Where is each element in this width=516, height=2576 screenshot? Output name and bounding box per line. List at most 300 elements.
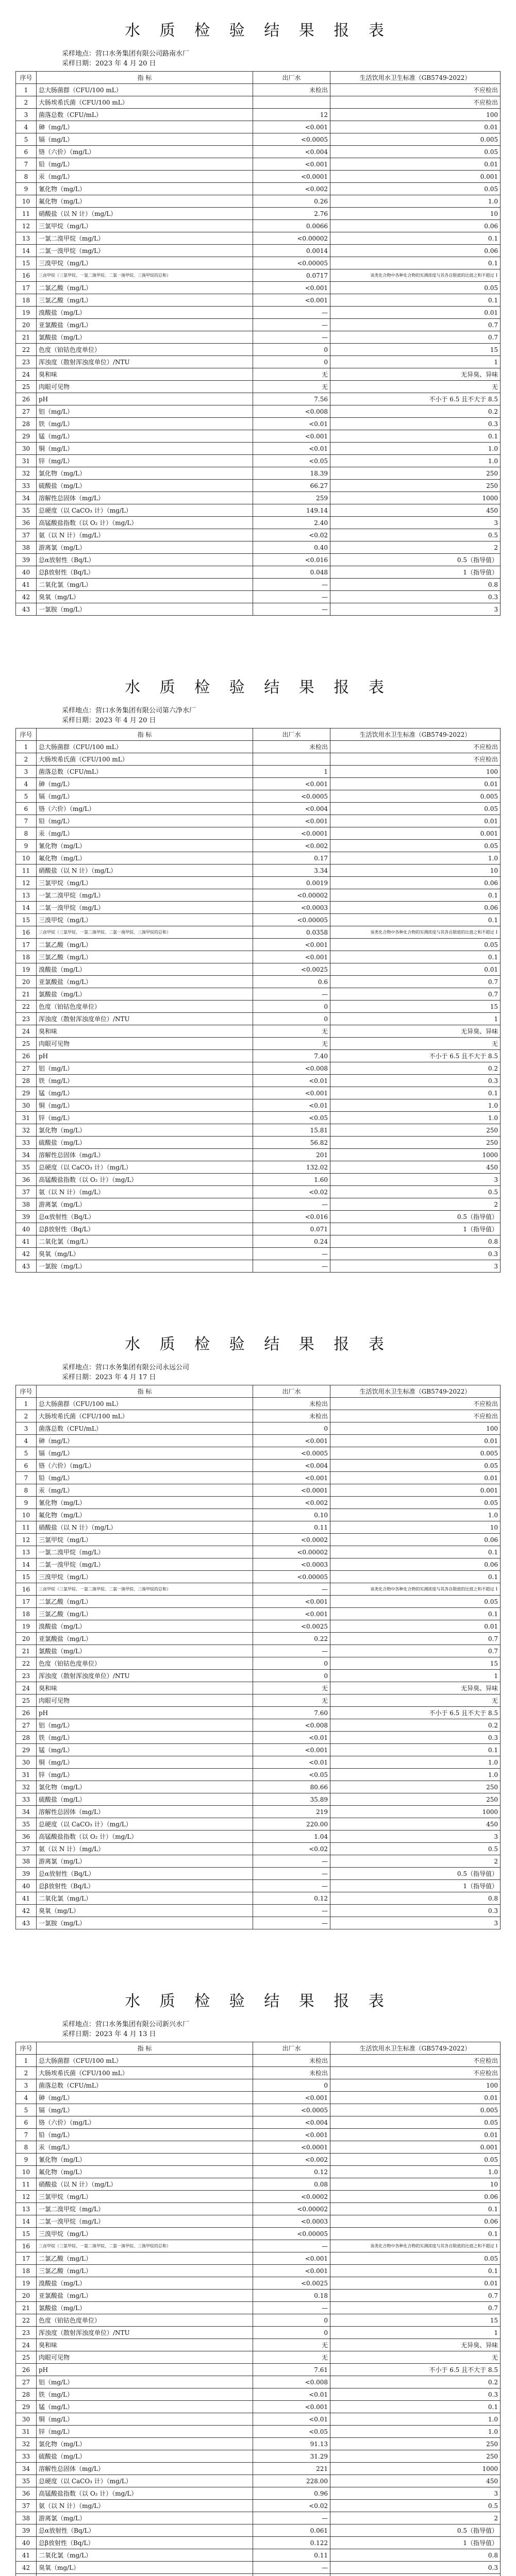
table-row — [16, 2166, 501, 2178]
cell-indicator: 三溴甲烷（mg/L） — [37, 257, 253, 269]
cell-serial-no: 20 — [16, 976, 37, 988]
cell-standard-limit: 0.1 — [330, 1546, 501, 1558]
cell-plant-value: — — [253, 2562, 330, 2574]
cell-indicator: 大肠埃希氏菌（CFU/100 mL） — [37, 96, 253, 109]
cell-standard-limit: 1.0 — [330, 2166, 501, 2178]
table-row — [16, 368, 501, 381]
cell-plant-value: <0.01 — [253, 1756, 330, 1769]
cell-plant-value: <0.01 — [253, 1075, 330, 1087]
cell-plant-value: — — [253, 1880, 330, 1892]
table-row — [16, 1905, 501, 1917]
cell-plant-value: <0.001 — [253, 2252, 330, 2265]
results-table — [15, 1385, 501, 1929]
table-row — [16, 1112, 501, 1124]
cell-plant-value: 7.60 — [253, 1707, 330, 1719]
cell-standard-limit: 1000 — [330, 1806, 501, 1818]
cell-plant-value: <0.0005 — [253, 790, 330, 803]
cell-standard-limit: 无异臭、异味 — [330, 2339, 501, 2351]
cell-standard-limit: 15 — [330, 1001, 501, 1013]
cell-indicator: 浑浊度（散射浑浊度单位）/NTU — [37, 1670, 253, 1682]
table-row — [16, 96, 501, 109]
cell-plant-value: — — [253, 1868, 330, 1880]
cell-serial-no: 43 — [16, 1260, 37, 1273]
cell-plant-value: 228.00 — [253, 2475, 330, 2487]
cell-indicator: 二氧化氯（mg/L） — [37, 1892, 253, 1905]
table-row — [16, 815, 501, 827]
table-row — [16, 1732, 501, 1744]
table-row — [16, 591, 501, 603]
header-indicator: 指 标 — [37, 1385, 253, 1398]
cell-serial-no: 38 — [16, 2512, 37, 2524]
cell-serial-no: 42 — [16, 1905, 37, 1917]
cell-serial-no: 39 — [16, 1211, 37, 1223]
cell-standard-limit: 0.1 — [330, 914, 501, 926]
cell-indicator: 三卤甲烷（三氯甲烷、一氯二溴甲烷、二氯一溴甲烷、三溴甲烷的总和） — [37, 269, 253, 282]
cell-indicator: 硝酸盐（以 N 计）（mg/L） — [37, 208, 253, 220]
report-title: 水 质 检 验 结 果 报 表 — [125, 679, 391, 697]
table-row — [16, 1198, 501, 1211]
table-row — [16, 1843, 501, 1855]
sampling-date: 采样日期：2023 年 4 月 20 日 — [62, 717, 156, 724]
cell-indicator: 一氯胺（mg/L） — [37, 1260, 253, 1273]
table-row — [16, 1657, 501, 1670]
cell-serial-no: 6 — [16, 146, 37, 158]
table-row — [16, 344, 501, 356]
cell-serial-no: 8 — [16, 827, 37, 840]
cell-serial-no: 7 — [16, 158, 37, 171]
cell-indicator: 菌落总数（CFU/mL） — [37, 1422, 253, 1435]
cell-plant-value: 56.82 — [253, 1137, 330, 1149]
table-row — [16, 1013, 501, 1025]
cell-standard-limit: 0.7 — [330, 1645, 501, 1657]
cell-indicator: 硝酸盐（以 N 计）（mg/L） — [37, 865, 253, 877]
cell-standard-limit: 无异臭、异味 — [330, 1025, 501, 1038]
table-row — [16, 1223, 501, 1235]
table-row — [16, 430, 501, 443]
cell-serial-no: 24 — [16, 1682, 37, 1694]
cell-standard-limit: 10 — [330, 1521, 501, 1534]
cell-serial-no: 28 — [16, 418, 37, 430]
cell-indicator: 氯酸盐（mg/L） — [37, 331, 253, 344]
cell-standard-limit: 该类化合物中各种化合物的实测浓度与其各自限值的比值之和不超过 1 — [330, 926, 501, 939]
cell-plant-value: <0.01 — [253, 1732, 330, 1744]
table-row — [16, 1484, 501, 1497]
cell-plant-value: 12 — [253, 109, 330, 121]
cell-standard-limit: 0.1 — [330, 2401, 501, 2413]
cell-plant-value — [253, 2574, 330, 2576]
cell-indicator: 三氯甲烷（mg/L） — [37, 2191, 253, 2203]
cell-indicator: 铬（六价）（mg/L） — [37, 803, 253, 815]
cell-serial-no: 31 — [16, 2426, 37, 2438]
table-row — [16, 2500, 501, 2512]
table-row — [16, 307, 501, 319]
table-row — [16, 2116, 501, 2129]
cell-indicator: 总β放射性（Bq/L） — [37, 1880, 253, 1892]
table-row — [16, 951, 501, 963]
cell-serial-no: 42 — [16, 2562, 37, 2574]
cell-serial-no: 2 — [16, 2067, 37, 2079]
cell-indicator: 一氯胺（mg/L） — [37, 603, 253, 616]
table-row — [16, 1806, 501, 1818]
cell-standard-limit: 0.05 — [330, 146, 501, 158]
cell-serial-no — [16, 2574, 37, 2576]
cell-serial-no: 14 — [16, 902, 37, 914]
water-quality-report — [0, 0, 516, 657]
cell-plant-value: 0.12 — [253, 2166, 330, 2178]
cell-serial-no: 23 — [16, 1670, 37, 1682]
cell-standard-limit: 0.06 — [330, 220, 501, 232]
cell-plant-value: <0.001 — [253, 2265, 330, 2277]
cell-plant-value: <0.0002 — [253, 2191, 330, 2203]
cell-serial-no: 17 — [16, 282, 37, 294]
cell-indicator: 总大肠菌群（CFU/100 mL） — [37, 2055, 253, 2067]
cell-serial-no: 41 — [16, 1235, 37, 1248]
cell-indicator: 溶解性总固体（mg/L） — [37, 492, 253, 504]
cell-standard-limit: 2 — [330, 1855, 501, 1868]
table-row — [16, 1447, 501, 1460]
cell-standard-limit: 不应检出 — [330, 2055, 501, 2067]
cell-serial-no: 10 — [16, 195, 37, 208]
cell-standard-limit: 1（指导值） — [330, 566, 501, 579]
cell-standard-limit: 0.05 — [330, 183, 501, 195]
cell-serial-no: 27 — [16, 405, 37, 418]
table-row — [16, 2438, 501, 2450]
cell-serial-no: 40 — [16, 1223, 37, 1235]
cell-plant-value — [253, 753, 330, 766]
cell-indicator: 铝（mg/L） — [37, 2376, 253, 2388]
cell-serial-no: 35 — [16, 2475, 37, 2487]
cell-indicator: 氟化物（mg/L） — [37, 195, 253, 208]
cell-serial-no: 23 — [16, 2327, 37, 2339]
cell-plant-value: 0 — [253, 1657, 330, 1670]
water-quality-report — [0, 1314, 516, 1971]
cell-standard-limit: 该类化合物中各种化合物的实测浓度与其各自限值的比值之和不超过 1 — [330, 269, 501, 282]
cell-serial-no: 41 — [16, 1892, 37, 1905]
cell-indicator: 氨（以 N 计）（mg/L） — [37, 529, 253, 541]
cell-indicator: 氟化物（mg/L） — [37, 1509, 253, 1521]
cell-standard-limit: 1（指导值） — [330, 2537, 501, 2549]
cell-standard-limit: 0.05 — [330, 840, 501, 852]
cell-indicator: 锌（mg/L） — [37, 2426, 253, 2438]
cell-indicator: 镉（mg/L） — [37, 1447, 253, 1460]
cell-standard-limit: 3 — [330, 1831, 501, 1843]
cell-indicator: 硝酸盐（以 N 计）（mg/L） — [37, 2178, 253, 2191]
table-row — [16, 1509, 501, 1521]
cell-indicator: 高锰酸盐指数（以 O₂ 计）（mg/L） — [37, 517, 253, 529]
table-row — [16, 840, 501, 852]
table-row — [16, 566, 501, 579]
table-row — [16, 2228, 501, 2240]
cell-plant-value: — — [253, 319, 330, 331]
cell-standard-limit: 0.01 — [330, 307, 501, 319]
cell-indicator: 锌（mg/L） — [37, 1112, 253, 1124]
cell-indicator: 三氯乙酸（mg/L） — [37, 951, 253, 963]
cell-standard-limit: 无 — [330, 2351, 501, 2364]
cell-serial-no: 6 — [16, 803, 37, 815]
cell-indicator: 高锰酸盐指数（以 O₂ 计）（mg/L） — [37, 1174, 253, 1186]
cell-serial-no: 38 — [16, 541, 37, 554]
cell-serial-no: 19 — [16, 2277, 37, 2290]
cell-plant-value: 0 — [253, 1670, 330, 1682]
cell-standard-limit: 0.7 — [330, 331, 501, 344]
cell-standard-limit: 1 — [330, 2327, 501, 2339]
cell-indicator: 铬（六价）（mg/L） — [37, 1460, 253, 1472]
table-row — [16, 1075, 501, 1087]
cell-plant-value: — — [253, 2512, 330, 2524]
table-row — [16, 2364, 501, 2376]
cell-serial-no: 20 — [16, 1633, 37, 1645]
cell-standard-limit: 0.7 — [330, 976, 501, 988]
cell-indicator: 三氯甲烷（mg/L） — [37, 220, 253, 232]
cell-plant-value: 18.39 — [253, 467, 330, 480]
cell-indicator: 三氯甲烷（mg/L） — [37, 1534, 253, 1546]
table-row — [16, 282, 501, 294]
cell-indicator: 二氯乙酸（mg/L） — [37, 939, 253, 951]
cell-standard-limit: 0.01 — [330, 963, 501, 976]
cell-plant-value: <0.008 — [253, 405, 330, 418]
cell-plant-value: — — [253, 1583, 330, 1596]
cell-standard-limit: 250 — [330, 1137, 501, 1149]
cell-plant-value: 7.56 — [253, 393, 330, 405]
cell-serial-no: 24 — [16, 1025, 37, 1038]
cell-indicator: 三溴甲烷（mg/L） — [37, 914, 253, 926]
cell-standard-limit: 250 — [330, 1793, 501, 1806]
cell-standard-limit: 250 — [330, 1781, 501, 1793]
cell-serial-no: 30 — [16, 2413, 37, 2426]
cell-indicator: 肉眼可见物 — [37, 2351, 253, 2364]
header-plant-water: 出厂水 — [253, 728, 330, 741]
cell-indicator: 总硬度（以 CaCO₃ 计）（mg/L） — [37, 2475, 253, 2487]
cell-serial-no: 3 — [16, 2079, 37, 2092]
cell-serial-no: 40 — [16, 2537, 37, 2549]
cell-serial-no: 18 — [16, 294, 37, 307]
cell-serial-no: 22 — [16, 2314, 37, 2327]
table-row — [16, 257, 501, 269]
cell-standard-limit: 100 — [330, 766, 501, 778]
cell-plant-value: 0.0019 — [253, 877, 330, 889]
cell-serial-no: 26 — [16, 1707, 37, 1719]
cell-standard-limit: 无异臭、异味 — [330, 1682, 501, 1694]
cell-standard-limit: 不小于 6.5 且不大于 8.5 — [330, 2364, 501, 2376]
cell-standard-limit: 15 — [330, 2314, 501, 2327]
report-title: 水 质 检 验 结 果 报 表 — [125, 1992, 391, 2010]
cell-serial-no: 37 — [16, 529, 37, 541]
cell-indicator: 浑浊度（散射浑浊度单位）/NTU — [37, 2327, 253, 2339]
cell-plant-value: 15.81 — [253, 1124, 330, 1137]
cell-plant-value: 80.66 — [253, 1781, 330, 1793]
cell-plant-value: <0.002 — [253, 840, 330, 852]
cell-plant-value: <0.001 — [253, 2129, 330, 2141]
table-row — [16, 529, 501, 541]
cell-serial-no: 38 — [16, 1855, 37, 1868]
cell-plant-value: 1 — [253, 766, 330, 778]
header-serial-no: 序号 — [16, 728, 37, 741]
table-row — [16, 963, 501, 976]
cell-indicator: 总硬度（以 CaCO₃ 计）（mg/L） — [37, 504, 253, 517]
cell-serial-no: 39 — [16, 2524, 37, 2537]
cell-indicator: 总硬度（以 CaCO₃ 计）（mg/L） — [37, 1161, 253, 1174]
cell-standard-limit: 0.8 — [330, 1892, 501, 1905]
cell-plant-value: <0.00002 — [253, 1546, 330, 1558]
cell-indicator: 铜（mg/L） — [37, 1756, 253, 1769]
cell-serial-no: 6 — [16, 2116, 37, 2129]
cell-plant-value: <0.0001 — [253, 2141, 330, 2154]
cell-serial-no: 13 — [16, 889, 37, 902]
table-row — [16, 2339, 501, 2351]
cell-indicator: 铬（六价）（mg/L） — [37, 2116, 253, 2129]
cell-indicator: 氰化物（mg/L） — [37, 840, 253, 852]
cell-serial-no: 10 — [16, 1509, 37, 1521]
table-row — [16, 1137, 501, 1149]
table-row — [16, 2413, 501, 2426]
table-row — [16, 158, 501, 171]
cell-standard-limit: 2 — [330, 1198, 501, 1211]
cell-serial-no: 6 — [16, 1460, 37, 1472]
cell-standard-limit: 0.3 — [330, 2562, 501, 2574]
cell-serial-no: 29 — [16, 430, 37, 443]
cell-standard-limit: 0.7 — [330, 988, 501, 1001]
cell-plant-value: <0.0003 — [253, 2215, 330, 2228]
water-quality-report — [0, 1971, 516, 2576]
cell-standard-limit: 100 — [330, 1422, 501, 1435]
cell-plant-value: <0.01 — [253, 2388, 330, 2401]
table-row — [16, 2388, 501, 2401]
cell-standard-limit: 该类化合物中各种化合物的实测浓度与其各自限值的比值之和不超过 1 — [330, 2240, 501, 2252]
cell-indicator: 二氯一溴甲烷（mg/L） — [37, 902, 253, 914]
cell-plant-value: <0.01 — [253, 1099, 330, 1112]
sampling-site: 采样地点：营口水务集团有限公司第六净水厂 — [62, 707, 196, 715]
cell-indicator: 溶解性总固体（mg/L） — [37, 1149, 253, 1161]
cell-serial-no: 26 — [16, 2364, 37, 2376]
cell-indicator: 二氯乙酸（mg/L） — [37, 282, 253, 294]
cell-indicator: 铬（六价）（mg/L） — [37, 146, 253, 158]
cell-serial-no: 32 — [16, 1781, 37, 1793]
cell-serial-no: 43 — [16, 1917, 37, 1929]
cell-indicator: 菌落总数（CFU/mL） — [37, 766, 253, 778]
cell-indicator: 氯酸盐（mg/L） — [37, 988, 253, 1001]
cell-standard-limit: 0.1 — [330, 889, 501, 902]
table-row — [16, 1670, 501, 1682]
cell-serial-no: 37 — [16, 1186, 37, 1198]
cell-indicator: 溴酸盐（mg/L） — [37, 2277, 253, 2290]
cell-plant-value: <0.00005 — [253, 914, 330, 926]
cell-plant-value — [253, 96, 330, 109]
cell-serial-no: 43 — [16, 603, 37, 616]
cell-indicator: 浑浊度（散射浑浊度单位）/NTU — [37, 356, 253, 368]
cell-indicator: 二氯一溴甲烷（mg/L） — [37, 245, 253, 257]
cell-plant-value: — — [253, 1260, 330, 1273]
cell-indicator: 镉（mg/L） — [37, 790, 253, 803]
cell-serial-no: 7 — [16, 1472, 37, 1484]
cell-serial-no: 19 — [16, 963, 37, 976]
cell-indicator: 亚氯酸盐（mg/L） — [37, 1633, 253, 1645]
cell-plant-value: <0.05 — [253, 1769, 330, 1781]
cell-indicator: 二氯一溴甲烷（mg/L） — [37, 1558, 253, 1571]
cell-serial-no: 4 — [16, 1435, 37, 1447]
table-row — [16, 504, 501, 517]
cell-plant-value: 149.14 — [253, 504, 330, 517]
cell-plant-value: 0.40 — [253, 541, 330, 554]
cell-serial-no: 1 — [16, 2055, 37, 2067]
cell-standard-limit: 0.005 — [330, 1447, 501, 1460]
cell-serial-no: 5 — [16, 790, 37, 803]
cell-serial-no: 39 — [16, 1868, 37, 1880]
cell-standard-limit: 无异臭、异味 — [330, 368, 501, 381]
cell-indicator: 砷（mg/L） — [37, 778, 253, 790]
cell-standard-limit: 0.01 — [330, 158, 501, 171]
cell-standard-limit: 0.5（指导值） — [330, 1868, 501, 1880]
table-row — [16, 1099, 501, 1112]
cell-standard-limit: 0.005 — [330, 133, 501, 146]
cell-plant-value: 0.11 — [253, 2549, 330, 2562]
cell-serial-no: 2 — [16, 753, 37, 766]
cell-indicator: 氯化物（mg/L） — [37, 2438, 253, 2450]
cell-serial-no: 20 — [16, 2290, 37, 2302]
cell-serial-no: 30 — [16, 1099, 37, 1112]
cell-standard-limit: 0.2 — [330, 2376, 501, 2388]
table-row — [16, 877, 501, 889]
table-row — [16, 1087, 501, 1099]
cell-plant-value: <0.001 — [253, 2092, 330, 2104]
cell-indicator: 总大肠菌群（CFU/100 mL） — [37, 741, 253, 753]
table-row — [16, 109, 501, 121]
cell-serial-no: 27 — [16, 1719, 37, 1732]
cell-serial-no: 33 — [16, 1137, 37, 1149]
table-row — [16, 2154, 501, 2166]
cell-serial-no: 32 — [16, 467, 37, 480]
cell-standard-limit: 0.06 — [330, 1534, 501, 1546]
water-quality-report — [0, 657, 516, 1314]
cell-plant-value: 0.0014 — [253, 245, 330, 257]
cell-serial-no: 10 — [16, 2166, 37, 2178]
cell-indicator: pH — [37, 1707, 253, 1719]
table-row — [16, 579, 501, 591]
table-row — [16, 121, 501, 133]
cell-plant-value: 无 — [253, 1038, 330, 1050]
cell-serial-no: 15 — [16, 1571, 37, 1583]
cell-indicator: 三氯乙酸（mg/L） — [37, 294, 253, 307]
cell-plant-value: <0.004 — [253, 146, 330, 158]
table-row — [16, 393, 501, 405]
cell-plant-value: <0.004 — [253, 803, 330, 815]
cell-plant-value: 无 — [253, 1025, 330, 1038]
cell-serial-no: 12 — [16, 1534, 37, 1546]
cell-plant-value: 259 — [253, 492, 330, 504]
cell-plant-value: 0.122 — [253, 2537, 330, 2549]
cell-indicator: 铝（mg/L） — [37, 1062, 253, 1075]
cell-standard-limit: 0.7 — [330, 1633, 501, 1645]
table-row — [16, 541, 501, 554]
cell-standard-limit: 10 — [330, 2178, 501, 2191]
cell-indicator: 镉（mg/L） — [37, 2104, 253, 2116]
sampling-site: 采样地点：营口水务集团有限公司新兴水厂 — [62, 2021, 190, 2028]
cell-indicator: 肉眼可见物 — [37, 1694, 253, 1707]
table-row — [16, 1546, 501, 1558]
cell-standard-limit: 0.5 — [330, 1186, 501, 1198]
cell-plant-value: <0.001 — [253, 282, 330, 294]
cell-plant-value: <0.008 — [253, 1719, 330, 1732]
cell-plant-value: 0.18 — [253, 2290, 330, 2302]
cell-indicator: 总α放射性（Bq/L） — [37, 1211, 253, 1223]
cell-standard-limit: 0.06 — [330, 2191, 501, 2203]
cell-serial-no: 27 — [16, 2376, 37, 2388]
table-row — [16, 1410, 501, 1422]
cell-serial-no: 39 — [16, 554, 37, 566]
table-row — [16, 2463, 501, 2475]
cell-plant-value: <0.001 — [253, 778, 330, 790]
report-title: 水 质 检 验 结 果 报 表 — [125, 22, 391, 40]
cell-indicator: 臭氧（mg/L） — [37, 1248, 253, 1260]
